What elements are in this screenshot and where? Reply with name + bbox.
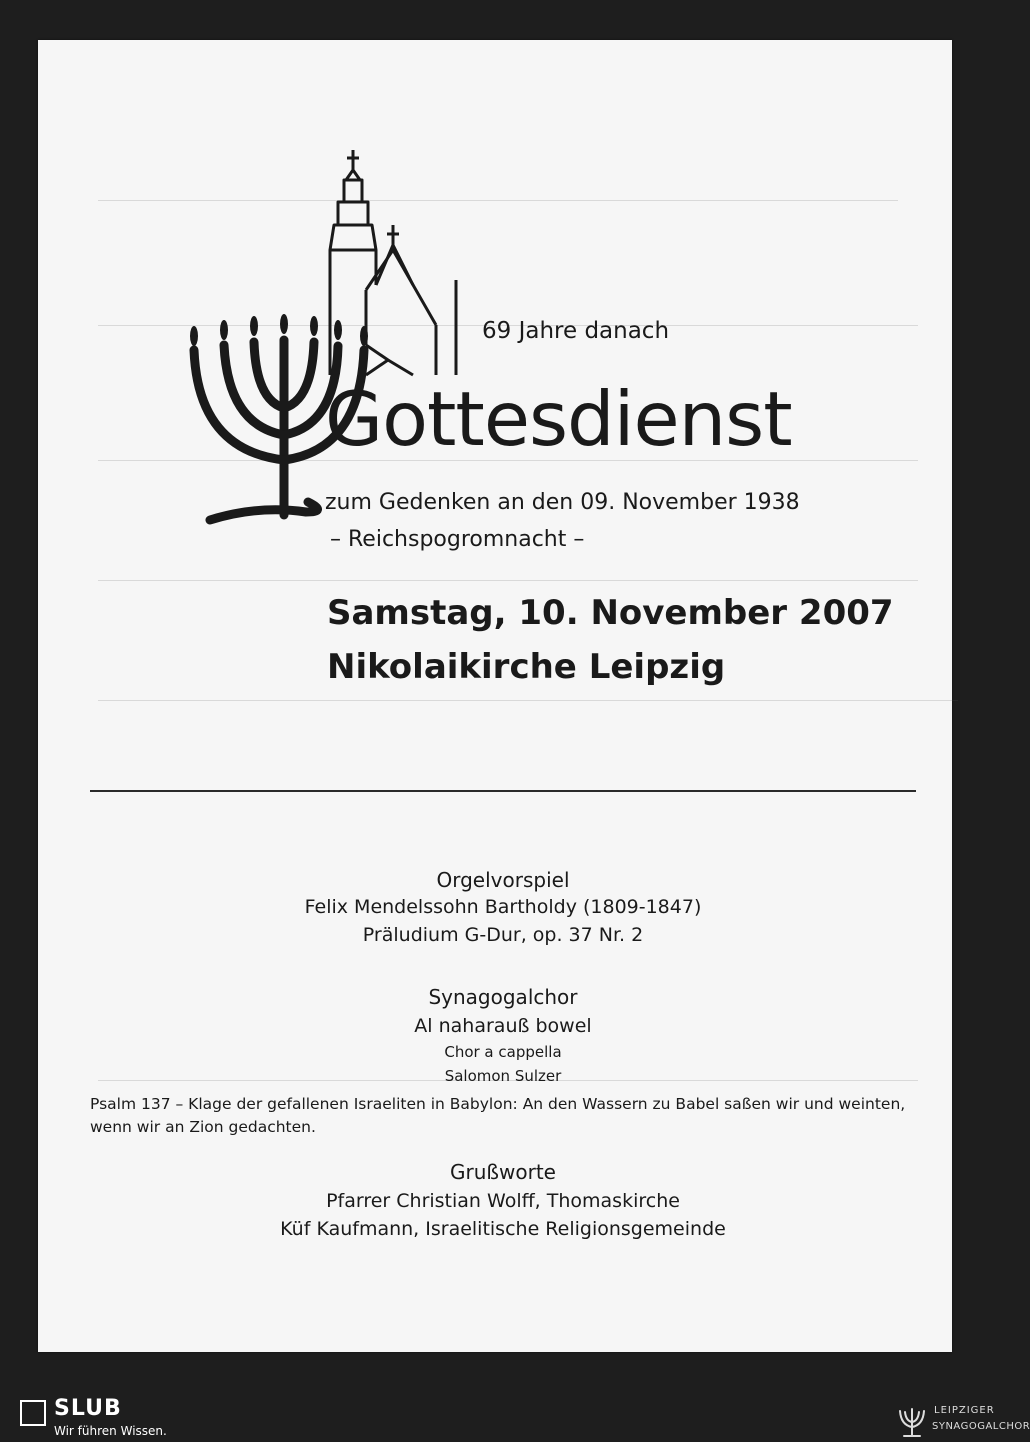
slub-name: SLUB	[54, 1396, 122, 1421]
organ-heading: Orgelvorspiel	[436, 868, 570, 892]
greetings-speaker-1: Pfarrer Christian Wolff, Thomaskirche	[326, 1190, 680, 1212]
choir-piece: Al naharauß bowel	[414, 1015, 592, 1037]
choir-composer: Salomon Sulzer	[444, 1067, 562, 1085]
subtitle: 69 Jahre danach	[482, 318, 670, 344]
menorah-icon	[896, 1403, 928, 1439]
bleed-through	[98, 580, 918, 581]
organ-piece: Präludium G-Dur, op. 37 Nr. 2	[362, 924, 644, 946]
program-page	[38, 40, 952, 1352]
page-title: Gottesdienst	[325, 375, 792, 463]
greetings-speaker-2: Küf Kaufmann, Israelitische Religionsgemeinde	[280, 1218, 726, 1240]
synagogalchor-logo	[896, 1403, 1030, 1439]
greetings-heading: Grußworte	[450, 1160, 556, 1184]
slub-mark-icon	[20, 1400, 46, 1426]
menorah-church-logo-icon	[188, 150, 468, 535]
choir-heading: Synagogalchor	[428, 985, 578, 1009]
psalm-note: Psalm 137 – Klage der gefallenen Israeliten in Babylon: An den Wassern zu Babel saßen wir und weinten, wenn wir an Zion gedachten.	[90, 1095, 906, 1136]
organ-composer: Felix Mendelssohn Bartholdy (1809-1847)	[304, 896, 702, 918]
divider	[90, 790, 916, 792]
slub-claim: Wir führen Wissen.	[54, 1424, 167, 1438]
bleed-through	[98, 700, 958, 701]
reichspogromnacht-line: – Reichspogromnacht –	[330, 527, 585, 552]
choir-arrangement: Chor a cappella	[444, 1043, 562, 1061]
partner-name-line-2: SYNAGOGALCHOR	[932, 1421, 1030, 1432]
partner-name-line-1: LEIPZIGER	[934, 1405, 995, 1416]
event-date: Samstag, 10. November 2007	[327, 593, 894, 633]
event-venue: Nikolaikirche Leipzig	[327, 647, 726, 687]
occasion-line: zum Gedenken an den 09. November 1938	[325, 490, 800, 515]
